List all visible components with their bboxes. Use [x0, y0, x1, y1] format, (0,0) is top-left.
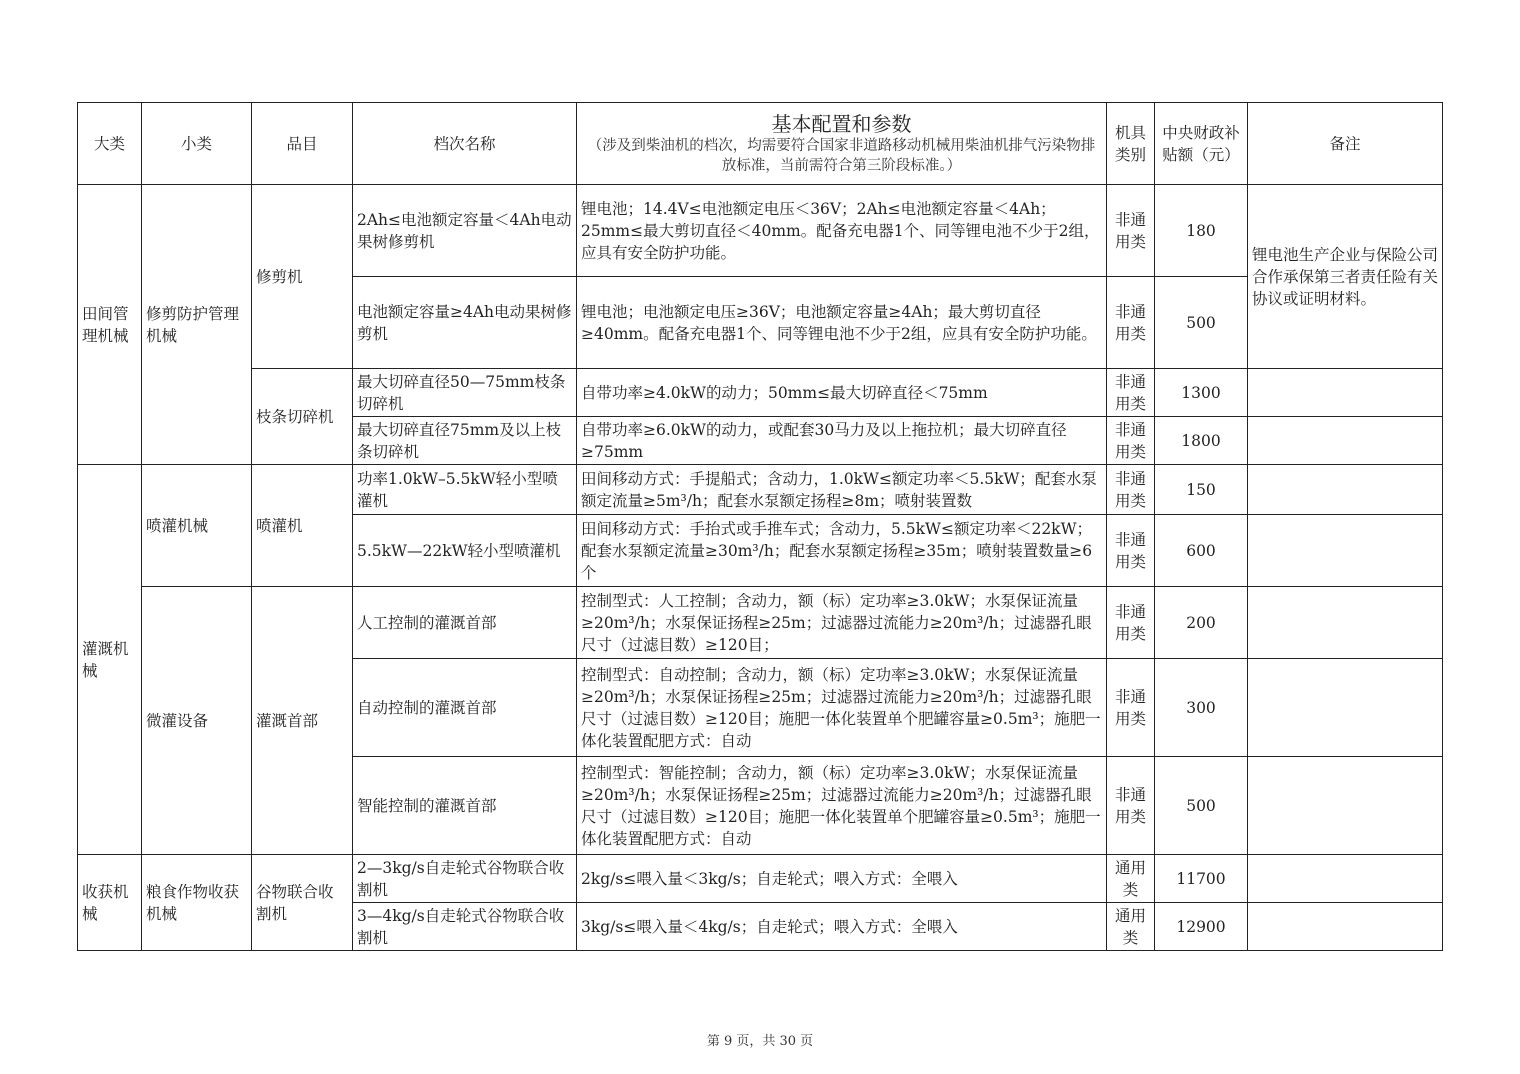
cell-type: 通用类: [1107, 855, 1155, 903]
cell-name: 3—4kg/s自走轮式谷物联合收割机: [353, 903, 577, 951]
cell-pinmu: 修剪机: [252, 185, 353, 369]
cell-type: 非通用类: [1107, 185, 1155, 277]
cell-remark-empty: [1248, 465, 1443, 515]
header-jiju: 机具类别: [1107, 103, 1155, 185]
header-config: [577, 103, 1107, 185]
cell-amount: 500: [1155, 277, 1248, 369]
cell-name: 2Ah≤电池额定容量＜4Ah电动果树修剪机: [353, 185, 577, 277]
cell-config: 3kg/s≤喂入量＜4kg/s；自走轮式；喂入方式：全喂入: [577, 903, 1107, 951]
header-subsidy: 中央财政补贴额（元）: [1155, 103, 1248, 185]
cell-name: 2—3kg/s自走轮式谷物联合收割机: [353, 855, 577, 903]
cell-amount: 150: [1155, 465, 1248, 515]
cell-config: 自带功率≥6.0kW的动力，或配套30马力及以上拖拉机；最大切碎直径≥75mm: [577, 417, 1107, 465]
header-config-note: （涉及到柴油机的档次，均需要符合国家非道路移动机械用柴油机排气污染物排放标准，当前需符合第三阶段标准。）: [587, 137, 1096, 174]
cell-type: 非通用类: [1107, 757, 1155, 855]
cell-config: 控制型式：人工控制；含动力，额（标）定功率≥3.0kW；水泵保证流量≥20m³/h；水泵保证扬程≥25m；过滤器过流能力≥20m³/h；过滤器孔眼尺寸（过滤目数）≥120目；: [577, 587, 1107, 659]
cell-remark-empty: [1248, 903, 1443, 951]
page-footer: 第 9 页，共 30 页: [706, 1034, 814, 1049]
cell-amount: 500: [1155, 757, 1248, 855]
table-row: [78, 587, 1443, 659]
header-dangci: 档次名称: [353, 103, 577, 185]
cell-type: 非通用类: [1107, 515, 1155, 587]
cell-amount: 12900: [1155, 903, 1248, 951]
cell-amount: 1300: [1155, 369, 1248, 417]
cell-remark-empty: [1248, 757, 1443, 855]
cell-dalei: 收获机械: [78, 855, 142, 951]
cell-amount: 11700: [1155, 855, 1248, 903]
cell-config: 控制型式：自动控制；含动力，额（标）定功率≥3.0kW；水泵保证流量≥20m³/h；水泵保证扬程≥25m；过滤器过流能力≥20m³/h；过滤器孔眼尺寸（过滤目数）≥120目；施肥一体化装置单个肥罐容量≥0.5m³；施肥一体化装置配肥方式：自动: [577, 659, 1107, 757]
cell-type: 非通用类: [1107, 417, 1155, 465]
cell-pinmu: 灌溉首部: [252, 587, 353, 855]
cell-name: 自动控制的灌溉首部: [353, 659, 577, 757]
subsidy-table: [77, 102, 1443, 951]
cell-config: [577, 465, 1107, 515]
cell-name: 功率1.0kW–5.5kW轻小型喷灌机: [353, 465, 577, 515]
cell-remark: 锂电池生产企业与保险公司合作承保第三者责任险有关协议或证明材料。: [1248, 185, 1443, 369]
cell-amount: 600: [1155, 515, 1248, 587]
cell-config: 锂电池；电池额定电压≥36V；电池额定容量≥4Ah；最大剪切直径≥40mm。配备充电器1个、同等锂电池不少于2组，应具有安全防护功能。: [577, 277, 1107, 369]
table-row: [78, 185, 1443, 277]
cell-remark-empty: [1248, 587, 1443, 659]
cell-type: 非通用类: [1107, 587, 1155, 659]
table-row: [78, 369, 1443, 417]
header-pinmu: 品目: [252, 103, 353, 185]
cell-name: 人工控制的灌溉首部: [353, 587, 577, 659]
cell-remark-empty: [1248, 659, 1443, 757]
cell-remark-empty: [1248, 515, 1443, 587]
cell-pinmu: 枝条切碎机: [252, 369, 353, 465]
cell-remark-empty: [1248, 369, 1443, 417]
cell-remark-empty: [1248, 855, 1443, 903]
table-row: [78, 855, 1443, 903]
cell-name: 最大切碎直径50—75mm枝条切碎机: [353, 369, 577, 417]
cell-type: 非通用类: [1107, 369, 1155, 417]
cell-xiaolei: 喷灌机械: [142, 465, 252, 587]
header-remark: 备注: [1248, 103, 1443, 185]
cell-config: 控制型式：智能控制；含动力，额（标）定功率≥3.0kW；水泵保证流量≥20m³/h；水泵保证扬程≥25m；过滤器过流能力≥20m³/h；过滤器孔眼尺寸（过滤目数）≥120目；施肥一体化装置单个肥罐容量≥0.5m³；施肥一体化装置配肥方式：自动: [577, 757, 1107, 855]
cell-dalei: 灌溉机械: [78, 465, 142, 855]
cell-config: 自带功率≥4.0kW的动力；50mm≤最大切碎直径＜75mm: [577, 369, 1107, 417]
table-row: [78, 465, 1443, 515]
cell-dalei: 田间管理机械: [78, 185, 142, 465]
cell-config: 锂电池；14.4V≤电池额定电压＜36V；2Ah≤电池额定容量＜4Ah；25mm≤最大剪切直径＜40mm。配备充电器1个、同等锂电池不少于2组，应具有安全防护功能。: [577, 185, 1107, 277]
cell-xiaolei: 微灌设备: [142, 587, 252, 855]
cell-type: 非通用类: [1107, 465, 1155, 515]
cell-config: 2kg/s≤喂入量＜3kg/s；自走轮式；喂入方式：全喂入: [577, 855, 1107, 903]
cell-amount: 1800: [1155, 417, 1248, 465]
header-config-title: 基本配置和参数: [771, 111, 912, 136]
cell-xiaolei: 粮食作物收获机械: [142, 855, 252, 951]
cell-name: 电池额定容量≥4Ah电动果树修剪机: [353, 277, 577, 369]
cell-xiaolei: 修剪防护管理机械: [142, 185, 252, 465]
cell-remark-empty: [1248, 417, 1443, 465]
header-row: [78, 103, 1443, 185]
cell-config: 田间移动方式：手抬式或手推车式；含动力，5.5kW≤额定功率＜22kW；配套水泵额定流量≥30m³/h；配套水泵额定扬程≥35m；喷射装置数量≥6个: [577, 515, 1107, 587]
cell-name: 最大切碎直径75mm及以上枝条切碎机: [353, 417, 577, 465]
cell-amount: 300: [1155, 659, 1248, 757]
cell-type: 非通用类: [1107, 659, 1155, 757]
cell-type: 非通用类: [1107, 277, 1155, 369]
cell-amount: 180: [1155, 185, 1248, 277]
cell-type: 通用类: [1107, 903, 1155, 951]
cell-pinmu: 喷灌机: [252, 465, 353, 587]
cell-name: 5.5kW—22kW轻小型喷灌机: [353, 515, 577, 587]
cell-pinmu: 谷物联合收割机: [252, 855, 353, 951]
cell-amount: 200: [1155, 587, 1248, 659]
header-dalei: 大类: [78, 103, 142, 185]
cell-name: 智能控制的灌溉首部: [353, 757, 577, 855]
cell-config-text: 田间移动方式：手提船式；含动力，1.0kW≤额定功率＜5.5kW；配套水泵额定流量≥5m³/h；配套水泵额定扬程≥8m；喷射装置数: [581, 469, 1097, 510]
header-xiaolei: 小类: [142, 103, 252, 185]
